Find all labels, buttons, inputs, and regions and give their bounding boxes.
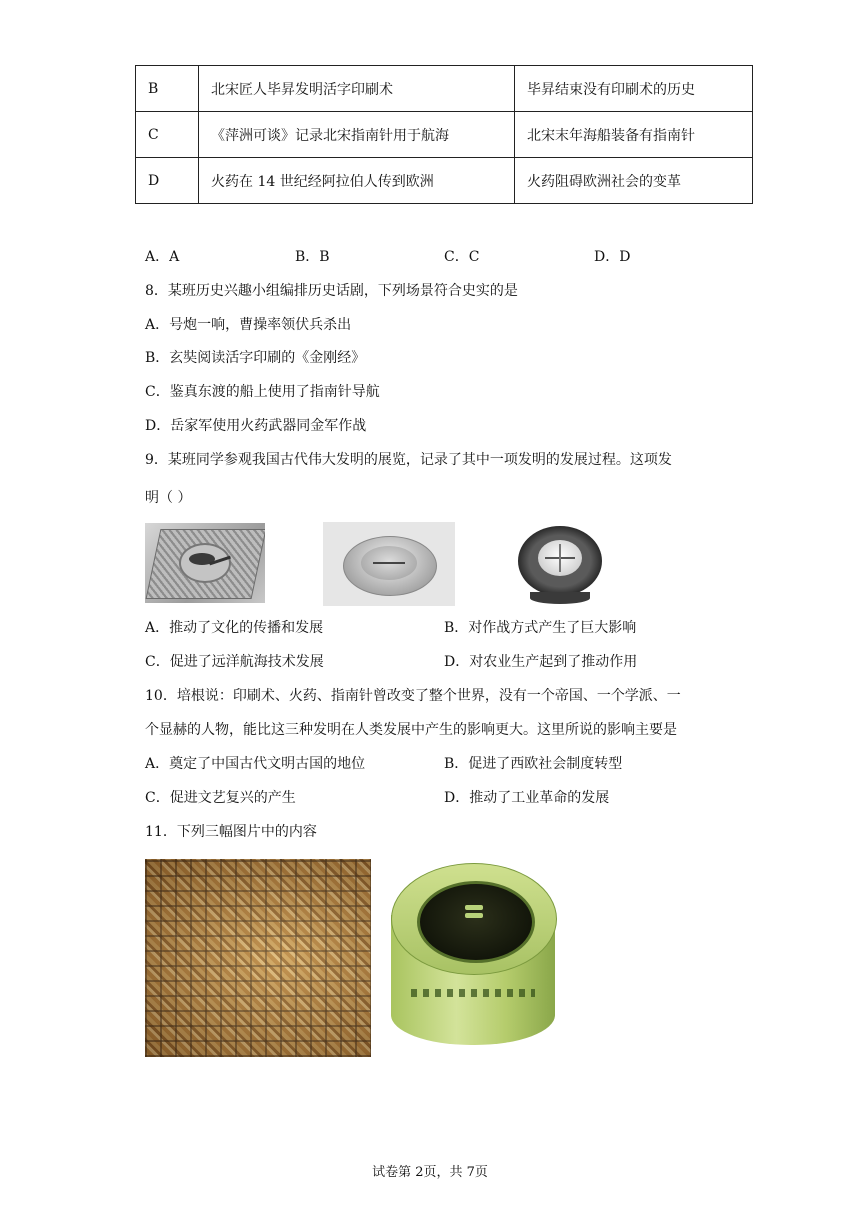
question-7-table bbox=[135, 65, 753, 204]
table-row bbox=[136, 112, 753, 158]
water-compass-image bbox=[323, 522, 455, 606]
q9-option-a: A．推动了文化的传播和发展 bbox=[145, 620, 324, 636]
q10-stem-line1: 10．培根说：印刷术、火药、指南针曾改变了整个世界，没有一个帝国、一个学派、一 bbox=[145, 688, 681, 704]
table-cell-option: D bbox=[136, 158, 199, 204]
q7-option-c: C．C bbox=[444, 249, 480, 265]
q8-stem: 8．某班历史兴趣小组编排历史话剧，下列场景符合史实的是 bbox=[145, 283, 518, 299]
page-footer: 试卷第 2页，共 7页 bbox=[372, 1165, 488, 1180]
square-compass-image bbox=[145, 523, 265, 603]
table-row bbox=[136, 158, 753, 204]
q8-option-d: D．岳家军使用火药武器同金军作战 bbox=[145, 418, 367, 434]
table-cell-fact: 北宋匠人毕昇发明活字印刷术 bbox=[199, 66, 515, 112]
table-cell-option: C bbox=[136, 112, 199, 158]
q7-option-b: B．B bbox=[295, 249, 330, 265]
table-row bbox=[136, 66, 753, 112]
q10-option-b: B．促进了西欧社会制度转型 bbox=[444, 756, 623, 772]
q8-option-a: A．号炮一响，曹操率领伏兵杀出 bbox=[145, 317, 352, 333]
table-cell-conclusion: 北宋末年海船装备有指南针 bbox=[515, 112, 753, 158]
q11-stem: 11．下列三幅图片中的内容 bbox=[145, 824, 317, 840]
q10-option-a: A．奠定了中国古代文明古国的地位 bbox=[145, 756, 366, 772]
q9-stem-line1: 9．某班同学参观我国古代伟大发明的展览，记录了其中一项发明的发展过程。这项发 bbox=[145, 452, 672, 468]
table-cell-option: B bbox=[136, 66, 199, 112]
q10-stem-line2: 个显赫的人物，能比这三种发明在人类发展中产生的影响更大。这里所说的影响主要是 bbox=[145, 722, 677, 738]
movable-type-image bbox=[145, 859, 371, 1057]
green-compass-image bbox=[381, 855, 567, 1059]
q7-option-a: A．A bbox=[145, 249, 180, 265]
table-cell-conclusion: 毕昇结束没有印刷术的历史 bbox=[515, 66, 753, 112]
ship-compass-image bbox=[512, 522, 608, 608]
q9-option-b: B．对作战方式产生了巨大影响 bbox=[444, 620, 637, 636]
table-cell-conclusion: 火药阻碍欧洲社会的变革 bbox=[515, 158, 753, 204]
q10-option-d: D．推动了工业革命的发展 bbox=[444, 790, 610, 806]
q8-option-c: C．鉴真东渡的船上使用了指南针导航 bbox=[145, 384, 380, 400]
table-cell-fact: 《萍洲可谈》记录北宋指南针用于航海 bbox=[199, 112, 515, 158]
q7-option-d: D．D bbox=[594, 249, 631, 265]
q9-option-d: D．对农业生产起到了推动作用 bbox=[444, 654, 638, 670]
q8-option-b: B．玄奘阅读活字印刷的《金刚经》 bbox=[145, 350, 366, 366]
q10-option-c: C．促进文艺复兴的产生 bbox=[145, 790, 296, 806]
table-cell-fact: 火药在 14 世纪经阿拉伯人传到欧洲 bbox=[199, 158, 515, 204]
q9-option-c: C．促进了远洋航海技术发展 bbox=[145, 654, 324, 670]
q9-stem-line2: 明（ ） bbox=[145, 490, 192, 506]
